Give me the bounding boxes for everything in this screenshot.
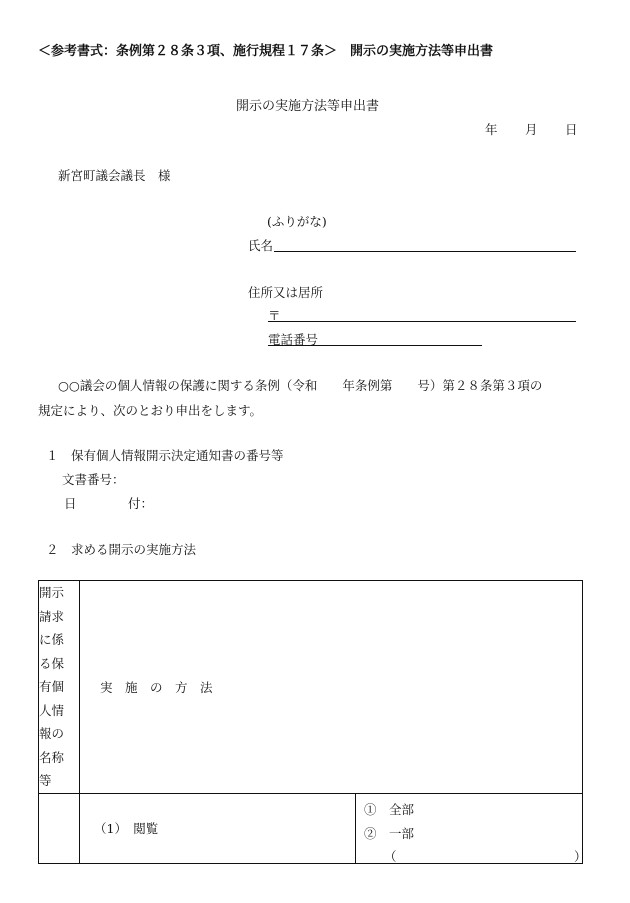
info-name-header-cell [39, 581, 80, 794]
date-day-label: 日 [565, 122, 578, 137]
viewing-item: （1） 閲覧 [94, 821, 159, 836]
address-field[interactable] [268, 306, 576, 322]
addressee: 新宮町議会議長 様 [58, 168, 171, 183]
part-paren-close: ） [574, 848, 587, 864]
phone-label: 電話番号 [268, 332, 319, 347]
date-month-label: 月 [525, 122, 538, 137]
scope-options-cell [356, 793, 587, 864]
option-part[interactable]: ② 一部 [364, 825, 415, 841]
part-paren-open: （ [384, 848, 397, 864]
name-label: 氏名 [248, 238, 274, 253]
form-title: 開示の実施方法等申出書 [236, 99, 380, 114]
vertical-char: 請求 [39, 608, 65, 624]
date-year-label: 年 [485, 122, 498, 137]
vertical-char: に係 [39, 632, 65, 647]
doc-number-label: 文書番号： [62, 472, 125, 487]
vertical-char: 名称 [39, 749, 65, 765]
table-row [39, 793, 583, 863]
address-label: 住所又は居所 [248, 285, 324, 300]
vertical-char: 開示 [39, 585, 65, 600]
postal-mark: 〒 [268, 308, 281, 323]
empty-cell [39, 793, 80, 863]
method-label: 実 施 の 方 法 [100, 679, 213, 695]
vertical-char: る保 [39, 655, 65, 671]
option-all[interactable]: ① 全部 [364, 801, 415, 817]
section1-heading: １ 保有個人情報開示決定通知書の番号等 [46, 448, 284, 463]
reference-format-heading: ＜参考書式：条例第２８条３項、施行規程１７条＞ 開示の実施方法等申出書 [38, 44, 494, 59]
furigana-label: (ふりがな) [267, 214, 327, 229]
vertical-char: 人情 [39, 702, 65, 718]
vertical-char: 等 [39, 773, 52, 788]
section2-heading: ２ 求める開示の実施方法 [46, 542, 197, 557]
vertical-char: 有個 [39, 679, 65, 694]
phone-field[interactable] [268, 330, 482, 346]
name-field[interactable] [274, 236, 576, 252]
vertical-char: 報の [39, 726, 65, 741]
method-label-cell [80, 581, 583, 794]
table-row [39, 581, 583, 794]
viewing-cell [80, 793, 356, 863]
notice-date-label-day: 日 [64, 496, 77, 511]
body-text-line2: 規定により、次のとおり申出をします。 [38, 403, 263, 418]
method-table [38, 580, 587, 864]
body-text-line1: ○○議会の個人情報の保護に関する条例（令和 年条例第 号）第２８条第３項の [58, 378, 543, 393]
notice-date-label-tsuki: 付： [128, 496, 154, 511]
